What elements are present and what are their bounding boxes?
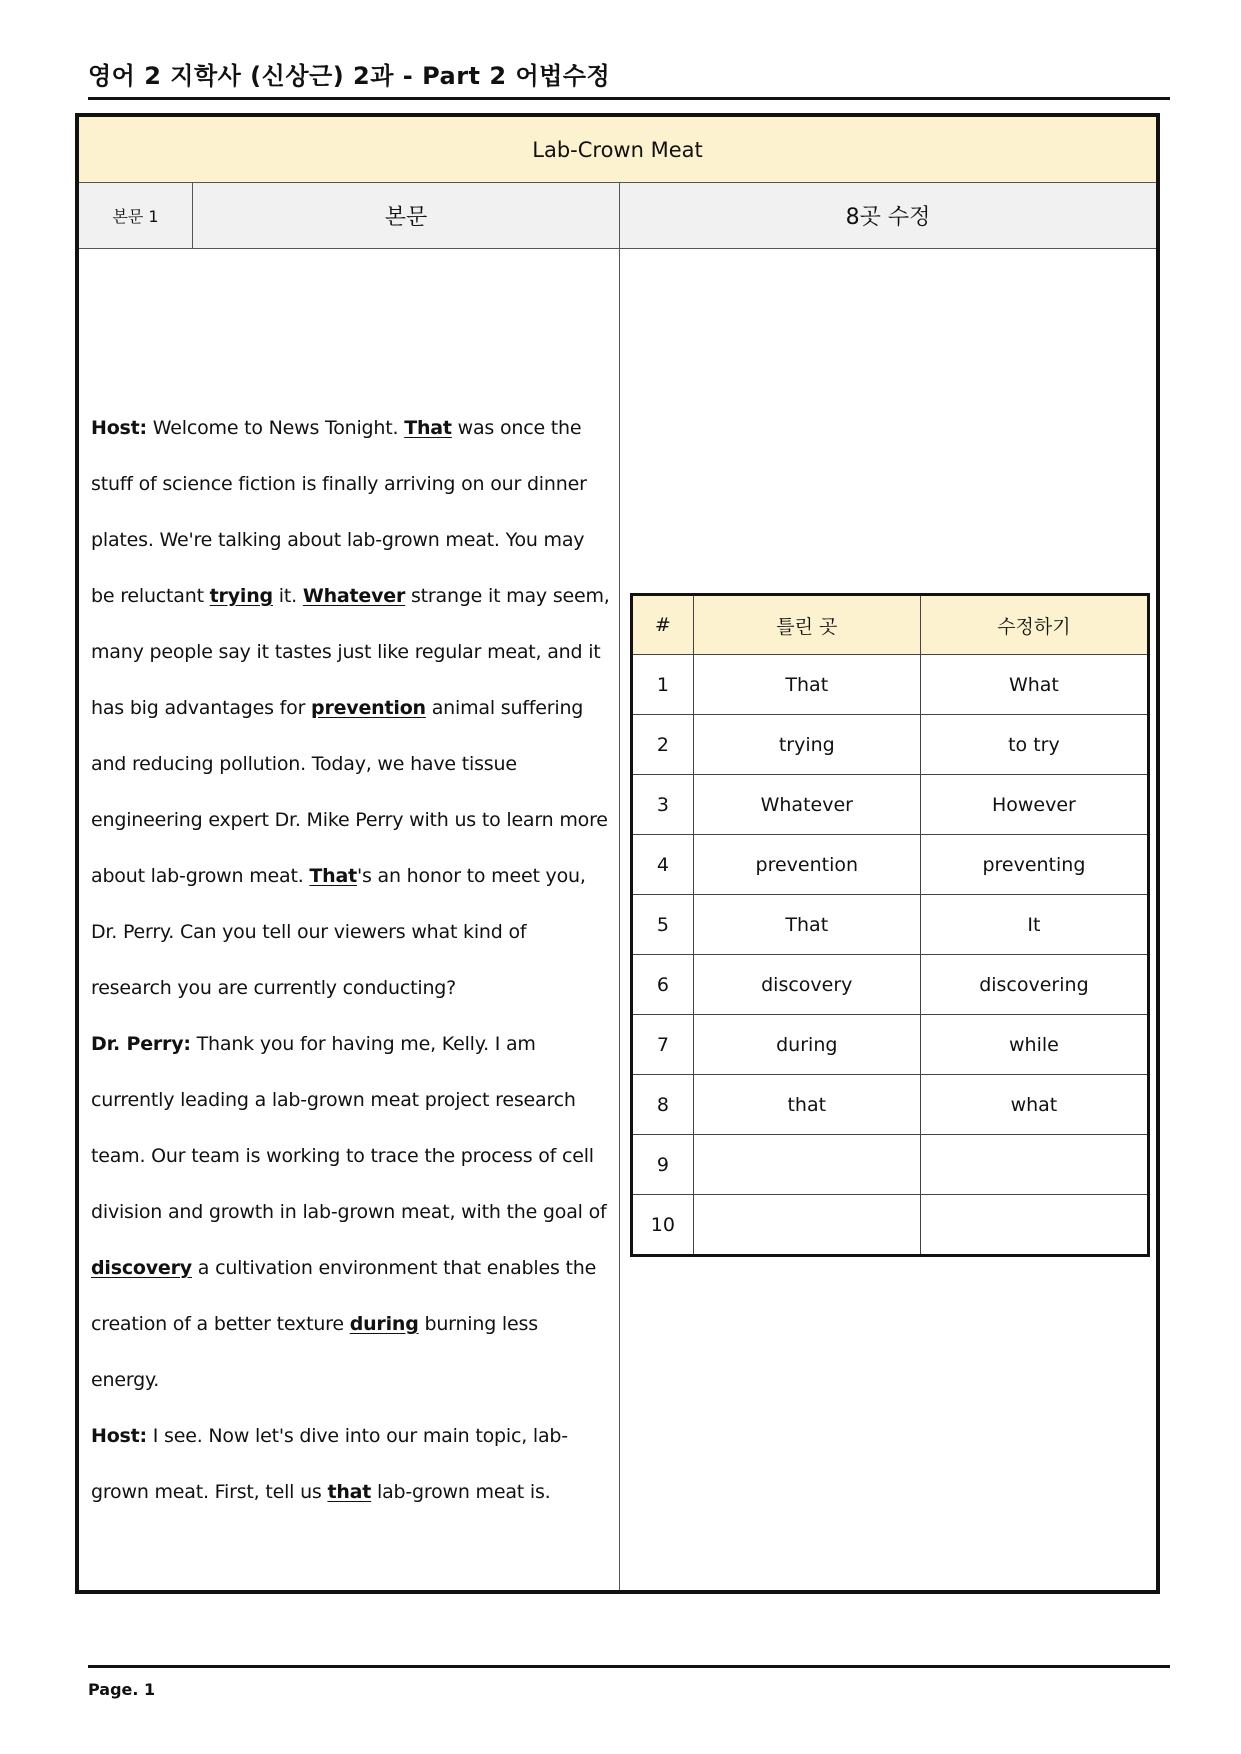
table-row <box>632 655 1149 715</box>
wrong-word-cell: Whatever <box>693 775 920 835</box>
error-word: that <box>327 1481 372 1503</box>
wrong-word-cell[interactable] <box>693 1195 920 1256</box>
row-number: 9 <box>632 1135 694 1195</box>
error-word: Whatever <box>302 585 406 607</box>
row-number: 3 <box>632 775 694 835</box>
passage-text-run: it. <box>272 585 303 607</box>
row-number: 4 <box>632 835 694 895</box>
error-word: prevention <box>311 697 426 719</box>
row-number: 6 <box>632 955 694 1015</box>
passage-paragraph-host-followup <box>91 1408 611 1520</box>
column-header-row <box>79 183 1156 249</box>
passage-text-run: strange it may seem, many people say it tastes just like regular meat, and it has big advantages for <box>91 585 610 719</box>
correction-cell[interactable] <box>920 1135 1148 1195</box>
wrong-word-cell: during <box>693 1015 920 1075</box>
wrong-word-cell: prevention <box>693 835 920 895</box>
passage-paragraph-dr-perry <box>91 1016 611 1408</box>
passage-text-run: a cultivation environment that enables the creation of a better texture <box>91 1257 597 1335</box>
error-word: trying <box>209 585 273 607</box>
correction-cell: What <box>920 655 1148 715</box>
speaker-label: Dr. Perry: <box>91 1033 191 1055</box>
correction-cell: However <box>920 775 1148 835</box>
passage-text-run: was once the stuff of science fiction is finally arriving on our dinner plates. We're talking about lab-grown meat. You may be reluctant <box>91 417 587 607</box>
passage-text-run: I see. Now let's dive into our main topic, lab-grown meat. First, tell us <box>91 1425 568 1503</box>
footer-rule <box>88 1665 1170 1668</box>
error-word: That <box>309 865 357 887</box>
table-row <box>632 1075 1149 1135</box>
wrong-word-cell: that <box>693 1075 920 1135</box>
row-number: 8 <box>632 1075 694 1135</box>
wrong-word-cell: That <box>693 655 920 715</box>
column-divider <box>619 183 620 1590</box>
fix-column-header: 수정하기 <box>920 595 1148 655</box>
passage-text <box>91 400 611 1520</box>
passage-number-header: 본문 1 <box>79 183 193 248</box>
wrong-column-header: 틀린 곳 <box>693 595 920 655</box>
table-row <box>632 835 1149 895</box>
passage-text-run: animal suffering and reducing pollution. Today, we have tissue engineering expert Dr. Mike Perry with us to learn more about lab-grown meat. <box>91 697 608 887</box>
worksheet-title: Lab-Crown Meat <box>79 117 1156 183</box>
table-row <box>632 895 1149 955</box>
row-number: 10 <box>632 1195 694 1256</box>
row-number: 5 <box>632 895 694 955</box>
table-row <box>632 1135 1149 1195</box>
passage-text-run: Welcome to News Tonight. <box>146 417 405 439</box>
correction-cell[interactable] <box>920 1195 1148 1256</box>
passage-text-run: 's an honor to meet you, Dr. Perry. Can you tell our viewers what kind of research you are currently conducting? <box>91 865 586 999</box>
number-column-header: # <box>632 595 694 655</box>
correction-cell: It <box>920 895 1148 955</box>
header-rule <box>88 97 1170 100</box>
wrong-word-cell[interactable] <box>693 1135 920 1195</box>
correction-cell: preventing <box>920 835 1148 895</box>
passage-header: 본문 <box>384 205 428 230</box>
corrections-table <box>630 593 1150 1257</box>
page-number: Page. 1 <box>88 1680 156 1699</box>
wrong-word-cell: trying <box>693 715 920 775</box>
error-word: during <box>349 1313 419 1335</box>
row-number: 1 <box>632 655 694 715</box>
correction-cell: while <box>920 1015 1148 1075</box>
speaker-label: Host: <box>91 1425 147 1447</box>
wrong-word-cell: discovery <box>693 955 920 1015</box>
table-row <box>632 955 1149 1015</box>
passage-paragraph-host-intro <box>91 400 611 1016</box>
correction-cell: to try <box>920 715 1148 775</box>
correction-cell: what <box>920 1075 1148 1135</box>
correction-cell: discovering <box>920 955 1148 1015</box>
passage-text-run: lab-grown meat is. <box>371 1481 551 1503</box>
corrections-table-header <box>632 595 1149 655</box>
table-row <box>632 1195 1149 1256</box>
corrections-header: 8곳 수정 <box>845 205 931 230</box>
error-word: That <box>404 417 452 439</box>
wrong-word-cell: That <box>693 895 920 955</box>
passage-text-run: burning less energy. <box>91 1313 538 1391</box>
worksheet-frame <box>75 113 1160 1594</box>
passage-text-run: Thank you for having me, Kelly. I am currently leading a lab-grown meat project research team. Our team is working to trace the process of cell division and growth in lab-grown meat, with the goal of <box>91 1033 607 1223</box>
document-title: 영어 2 지학사 (신상근) 2과 - Part 2 어법수정 <box>88 62 611 90</box>
table-row <box>632 1015 1149 1075</box>
error-word: discovery <box>91 1257 192 1279</box>
row-number: 7 <box>632 1015 694 1075</box>
table-row <box>632 715 1149 775</box>
table-row <box>632 775 1149 835</box>
row-number: 2 <box>632 715 694 775</box>
speaker-label: Host: <box>91 417 147 439</box>
